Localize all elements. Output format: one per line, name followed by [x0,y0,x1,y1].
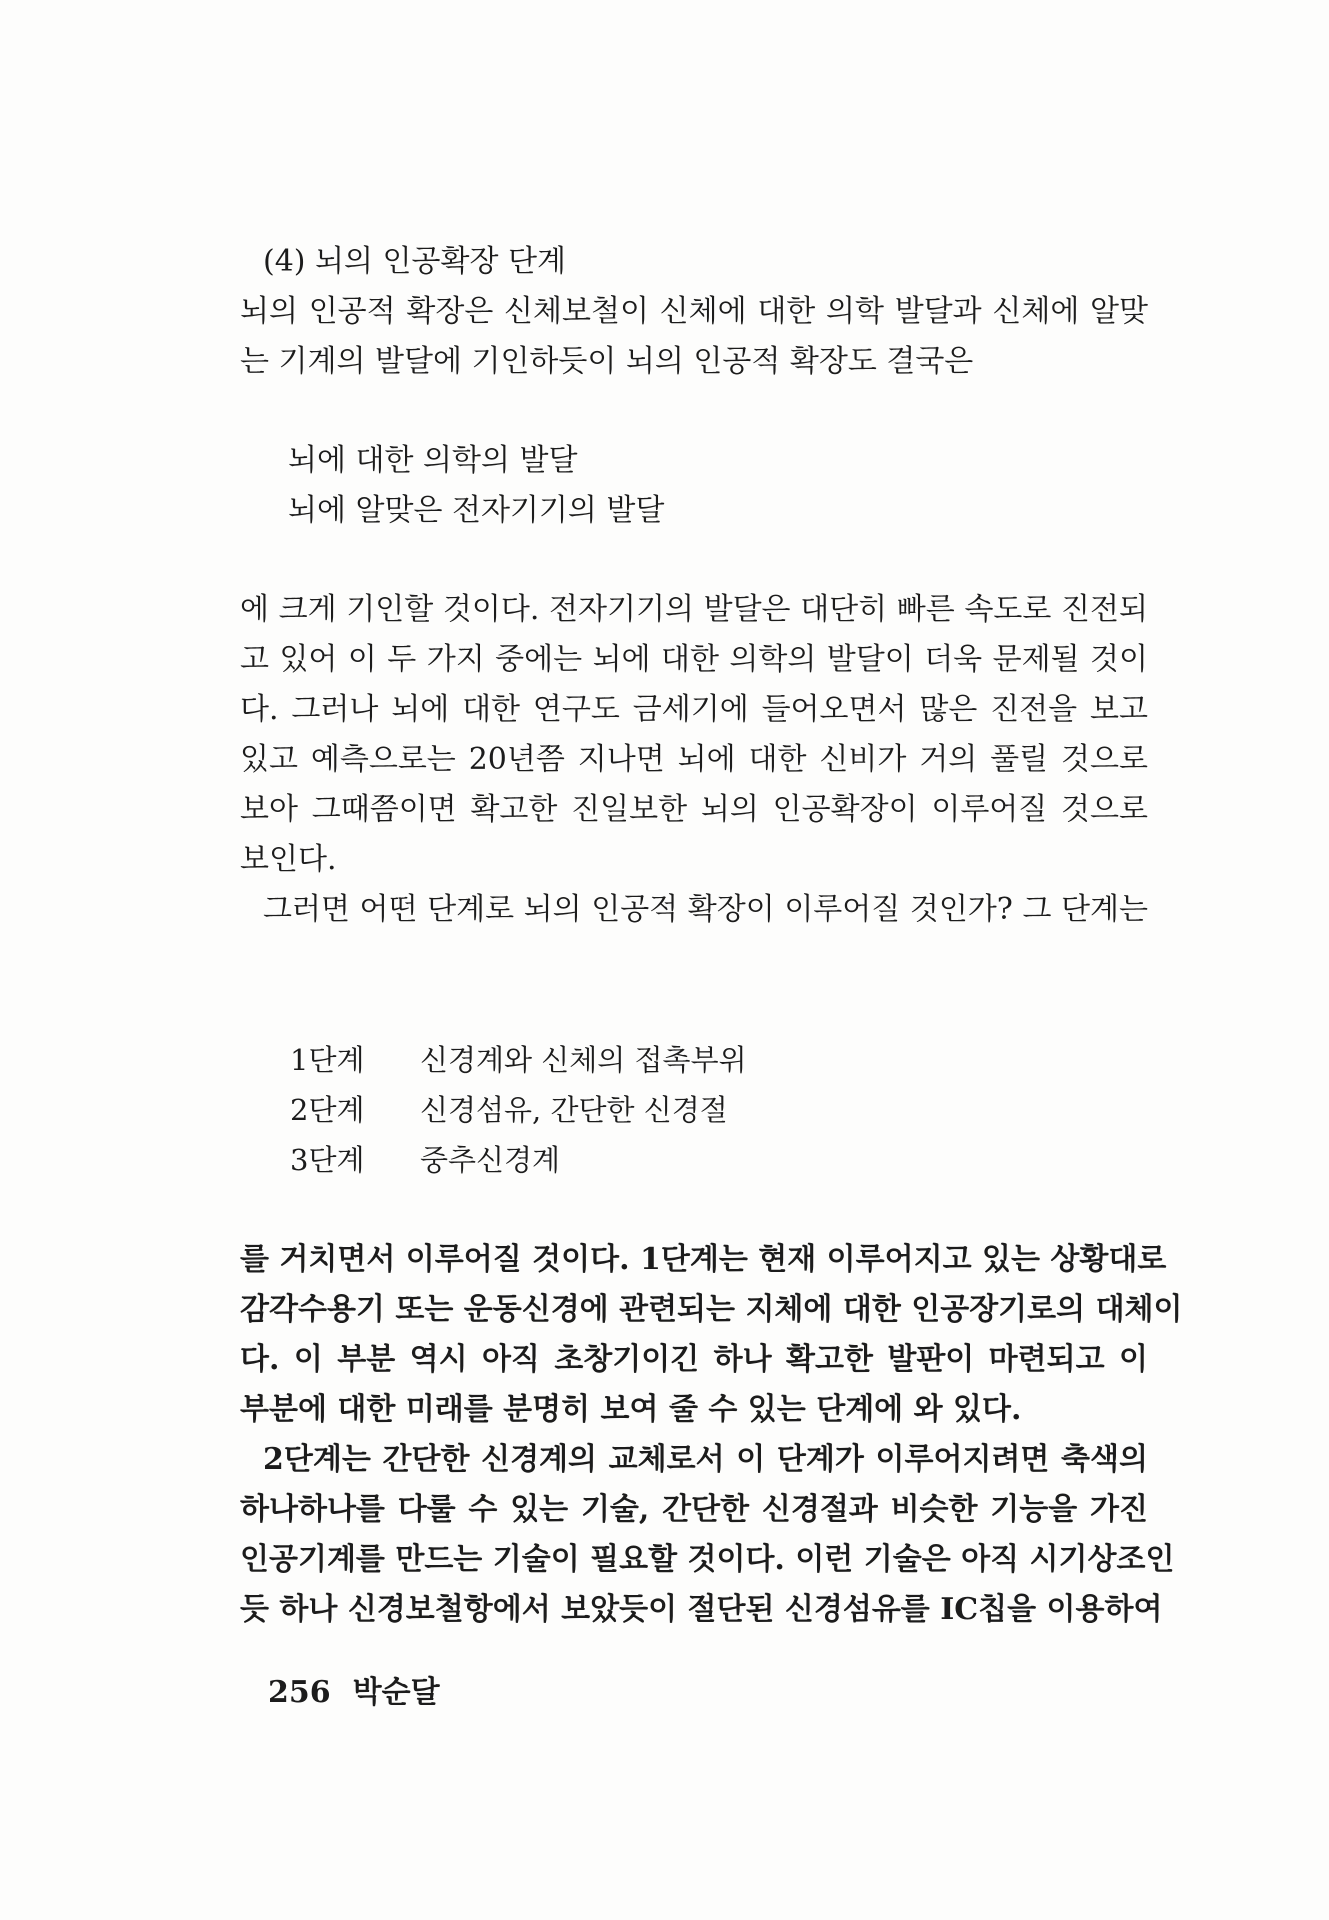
stage-description: 신경계와 신체의 접촉부위 [420,1043,747,1077]
paragraph-5-line: 2단계는 간단한 신경계의 교체로서 이 단계가 이루어지려면 축색의 [263,1442,1148,1477]
paragraph-5-line: 하나하나를 다룰 수 있는 기술, 간단한 신경절과 비슷한 기능을 가진 [240,1492,1148,1527]
paragraph-2-line: 있고 예측으로는 20년쯤 지나면 뇌에 대한 신비가 거의 풀릴 것으로 [240,742,1148,777]
stage-row [290,1090,728,1130]
stage-label: 2단계 [290,1093,365,1127]
paragraph-1-line: 뇌의 인공적 확장은 신체보철이 신체에 대한 의학 발달과 신체에 알맞 [240,294,1148,329]
stage-label: 3단계 [290,1143,365,1177]
paragraph-2-line: 에 크게 기인할 것이다. 전자기기의 발달은 대단히 빠른 속도로 진전되 [240,592,1148,627]
section-heading: (4) 뇌의 인공확장 단계 [263,244,566,279]
footer-author: 박순달 [352,1675,440,1710]
factor-item: 뇌에 알맞은 전자기기의 발달 [288,493,665,528]
page-number: 256 [268,1675,331,1710]
paragraph-2-line: 보아 그때쯤이면 확고한 진일보한 뇌의 인공확장이 이루어질 것으로 [240,792,1148,827]
paragraph-3-line: 그러면 어떤 단계로 뇌의 인공적 확장이 이루어질 것인가? 그 단계는 [263,892,1148,927]
paragraph-4-line: 감각수용기 또는 운동신경에 관련되는 지체에 대한 인공장기로의 대체이 [240,1292,1183,1327]
stage-description: 중추신경계 [420,1143,561,1177]
paragraph-4-line: 부분에 대한 미래를 분명히 보여 줄 수 있는 단계에 와 있다. [240,1392,1022,1427]
stage-label: 1단계 [290,1043,365,1077]
stage-row [290,1140,560,1180]
stage-row [290,1040,747,1080]
paragraph-1-line: 는 기계의 발달에 기인하듯이 뇌의 인공적 확장도 결국은 [240,344,974,379]
paragraph-2-line: 다. 그러나 뇌에 대한 연구도 금세기에 들어오면서 많은 진전을 보고 [240,692,1148,727]
paragraph-5-line: 듯 하나 신경보철항에서 보았듯이 절단된 신경섬유를 IC칩을 이용하여 [240,1592,1163,1627]
paragraph-2-line: 보인다. [240,842,337,877]
paragraph-2-line: 고 있어 이 두 가지 중에는 뇌에 대한 의학의 발달이 더욱 문제될 것이 [240,642,1148,677]
paragraph-4-line: 다. 이 부분 역시 아직 초창기이긴 하나 확고한 발판이 마련되고 이 [240,1342,1148,1377]
paragraph-4-line: 를 거치면서 이루어질 것이다. 1단계는 현재 이루어지고 있는 상황대로 [240,1242,1167,1277]
page-footer [268,1673,440,1713]
stage-description: 신경섬유, 간단한 신경절 [420,1093,728,1127]
factor-item: 뇌에 대한 의학의 발달 [288,443,578,478]
paragraph-5-line: 인공기계를 만드는 기술이 필요할 것이다. 이런 기술은 아직 시기상조인 [240,1542,1175,1577]
